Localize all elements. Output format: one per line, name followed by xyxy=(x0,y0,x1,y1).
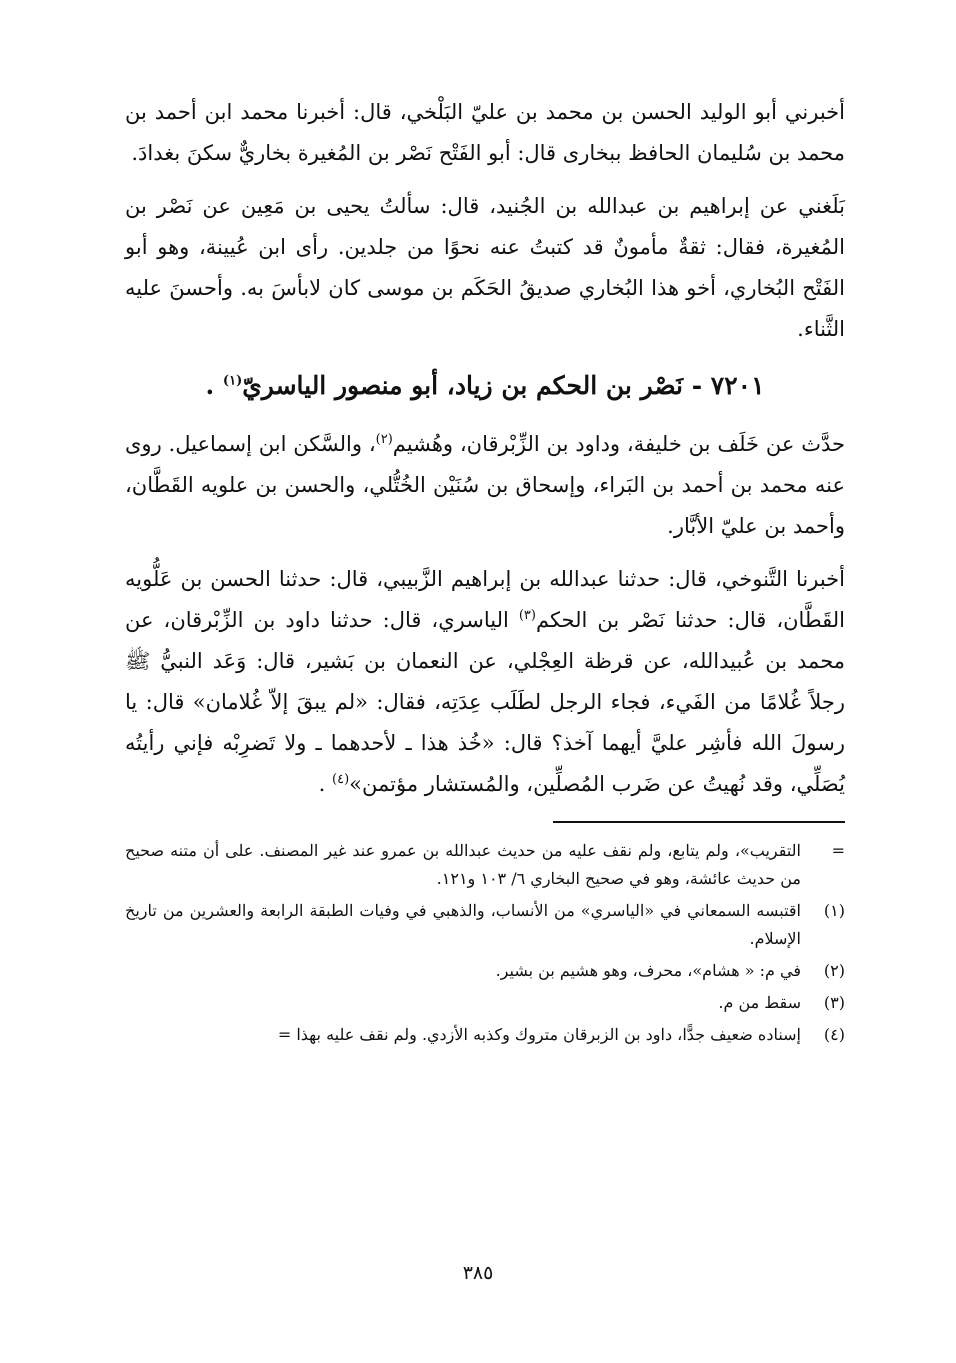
footnote-text: اقتبسه السمعاني في «الياسري» من الأنساب، والذهبي في وفيات الطبقة الرابعة والعشرين من تاريخ الإسلام. xyxy=(125,901,801,948)
footnote-ref-4: (٤) xyxy=(332,772,350,787)
footnote-ref-1: (١) xyxy=(222,373,243,389)
paragraph-4-text-a: أخبرنا التَّنوخي، قال: حدثنا عبدالله بن إبراهيم الزَّبيبي، قال: حدثنا الحسن بن عَلُّويه القَطَّان، قال: حدثنا نَصْر بن الحكم xyxy=(125,567,845,632)
footnote-text: التقريب»، ولم يتابع، ولم نقف عليه من حديث عبدالله بن عمرو عند غير المصنف. على أن متنه صحيح من حديث عائشة، وهو في صحيح البخاري ٦/ ١٠٣ و١٢١. xyxy=(125,841,801,888)
footnote-ref-3: (٣) xyxy=(518,608,536,623)
footnote-2 xyxy=(125,957,845,985)
page-number: ٣٨٥ xyxy=(462,1262,494,1284)
footnote-number: (٤) xyxy=(823,1025,845,1044)
footnote-text: إسناده ضعيف جدًّا، داود بن الزبرقان متروك وكذبه الأزدي. ولم نقف عليه بهذا = xyxy=(277,1025,801,1044)
footnote-ref-2: (٢) xyxy=(375,432,393,447)
footnote-text: سقط من م. xyxy=(718,993,801,1012)
paragraph-4 xyxy=(125,559,845,805)
footnote-3 xyxy=(125,989,845,1017)
paragraph-2 xyxy=(125,186,845,350)
footnote-text: في م: « هشام»، محرف، وهو هشيم بن بشير. xyxy=(495,961,801,980)
entry-heading xyxy=(125,362,845,410)
paragraph-1 xyxy=(125,92,845,174)
paragraph-4-end: . xyxy=(318,772,326,796)
entry-heading-text: ٧٢٠١ - نَصْر بن الحكم بن زياد، أبو منصور الياسريّ xyxy=(242,371,765,400)
paragraph-2-text: بَلَغني عن إبراهيم بن عبدالله بن الجُنيد، قال: سألتُ يحيى بن مَعِين عن نَصْر بن المُغيرة، فقال: ثقةٌ مأمونٌ قد كتبتُ عنه نحوًا من جلدين. رأى ابن عُيينة، وهو أبو الفَتْح البُخاري، أخو هذا البُخاري صديقُ الحَكَم بن موسى كان لابأسَ به. وأحسنَ عليه الثَّناء. xyxy=(125,194,845,341)
paragraph-1-text: أخبرني أبو الوليد الحسن بن محمد بن عليّ البَلْخي، قال: أخبرنا محمد ابن أحمد بن محمد بن سُليمان الحافظ ببخارى قال: أبو الفَتْح نَصْر بن المُغيرة بخاريٌّ سكنَ بغدادَ. xyxy=(125,100,845,165)
footnote-continuation xyxy=(125,837,845,893)
footnote-number: = xyxy=(831,841,845,860)
footnotes xyxy=(125,837,845,1049)
footnote-number: (١) xyxy=(823,901,845,920)
paragraph-3-text-b: ، والسَّكن ابن إسماعيل. روى عنه محمد بن أحمد بن البَراء، وإسحاق بن سُنَيْن الخُتُّلي، والحسن بن علويه القَطَّان، وأحمد بن عليّ الأبَّار. xyxy=(125,432,845,538)
paragraph-3-text-a: حدَّث عن خَلَف بن خليفة، وداود بن الزِّبْرقان، وهُشيم xyxy=(392,432,845,456)
footnote-4 xyxy=(125,1021,845,1049)
footnote-1 xyxy=(125,897,845,953)
paragraph-3 xyxy=(125,424,845,547)
footnote-number: (٣) xyxy=(823,993,845,1012)
page-body xyxy=(125,92,845,1053)
footnote-number: (٢) xyxy=(823,961,845,980)
paragraph-4-text-b: الياسري، قال: حدثنا داود بن الزِّبْرقان، عن محمد بن عُبيدالله، عن قرظة العِجْلي، عن النعمان بن بَشير، قال: وَعَد النبيُّ ﷺ رجلاً غُلامًا من الفَيء، فجاء الرجل لطَلَب عِدَتِه، فقال: «لم يبقَ إلاّ غُلامان» قال: يا رسولَ الله فأشِر عليَّ أيهما آخذ؟ قال: «خُذ هذا ـ لأحدهما ـ ولا تَضرِبْه فإني رأيتُه يُصَلِّي، وقد نُهيتُ عن ضَرب المُصلِّين، والمُستشار مؤتمن» xyxy=(125,608,845,796)
entry-heading-end: . xyxy=(205,371,215,400)
footnote-divider xyxy=(553,821,845,823)
